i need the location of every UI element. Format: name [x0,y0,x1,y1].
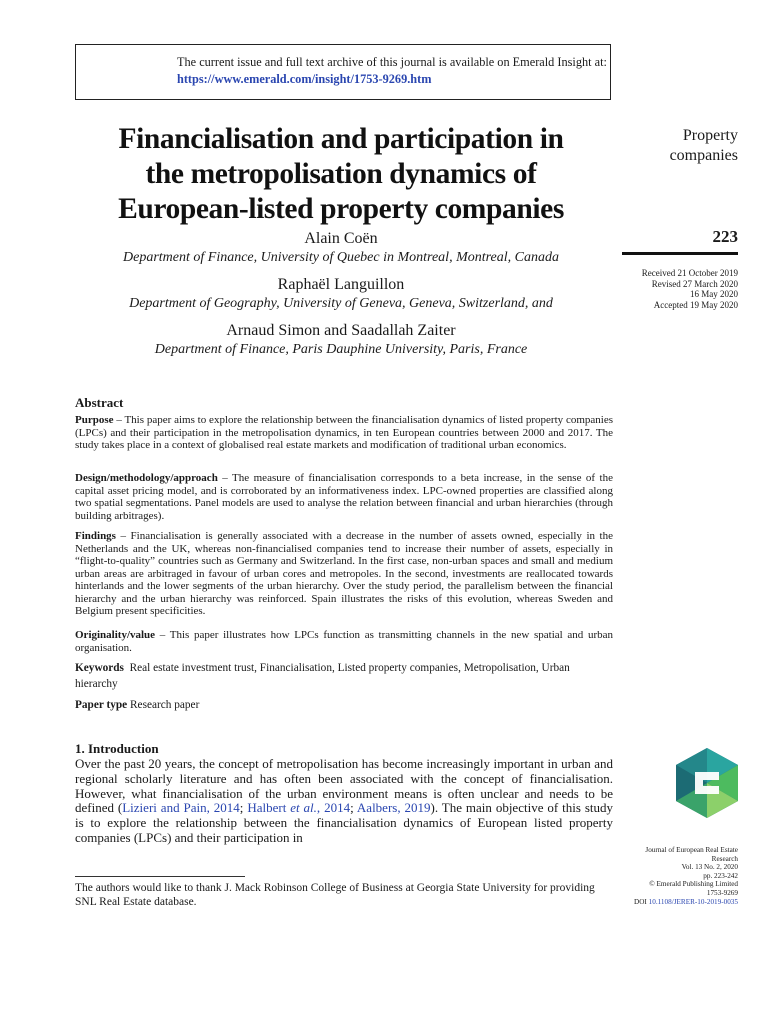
footnote-rule [75,876,245,877]
citation-halbert-author: Halbert [247,800,291,816]
intro-text-start: Over the past 20 years, the concept of metropolisation has become increasingly important in urban and regional scholarly literature and has often been associated with the concept of financialisation. However, what financialisation of the urban environment means is often unclear and needs to be defined ( [75,756,613,816]
journal-logo-icon [676,748,738,818]
author-affiliation-2: Department of Geography, University of Geneva, Geneva, Switzerland, and [129,296,553,311]
design-text: – The measure of financialisation corresponds to a beta increase, in the sense of the capital asset pricing model, and is corroborated by an informativeness index. LPC-owned properties are classified along two spatial segmentations. Panel models are used to analyse the relation between financial and urban hierarchies (through building arbitrages). [75,472,613,522]
paper-type [75,698,613,714]
title-line-1: Financialisation and participation in [118,123,564,155]
accepted-date: Accepted 19 May 2020 [653,299,738,310]
author-name-2: Raphaël Languillon [277,276,405,293]
journal-name-2: Research [711,854,738,863]
journal-url-link[interactable]: https://www.emerald.com/insight/1753-9269.htm [177,72,432,86]
introduction-text [75,757,613,846]
journal-doi [615,898,738,907]
intro-text-end: ). The main objective of this study is to explore the relationship between the financialisation dynamics of European listed property companies (LPCs) and their participation in [75,800,614,845]
findings-text: – Financialisation is generally associated with a decrease in the number of assets owned, especially in the Netherlands and the UK, whereas non-financialised companies tend to increase their number of assets, especially in “flight-to-quality” countries such as Germany and Switzerland. In the first case, non-urban spaces and small and medium urban areas are arbitraged in favour of urban cores and metropoles. In the second, investments are reallocated towards hinterlands and the lower segments of the urban hierarchy. Over the study period, the parallelism between the financial hierarchy and the urban hierarchy was reinforced. Spain illustrates the risks of this evolution, whereas Sweden and Belgium present specificities. [75,530,613,617]
originality-label: Originality/value [75,629,156,641]
author-affiliation-1: Department of Finance, University of Quebec in Montreal, Montreal, Canada [123,250,559,265]
paper-type-label: Paper type [75,699,128,711]
revised-date-2: 16 May 2020 [690,289,738,300]
journal-name-1: Journal of European Real Estate [645,846,738,854]
purpose-text: – This paper aims to explore the relationship between the financialisation dynamics of listed property companies (LPCs) and their participation in the metropolisation dynamics, in ten European countries between 2000 and 2017. The study takes place in a context of globalised real estate markets and modification of traditional urban economics. [75,414,613,451]
doi-link[interactable]: 10.1108/JERER-10-2019-0035 [648,897,738,906]
journal-issn: 1753-9269 [706,888,738,897]
abstract-findings [75,530,613,618]
citation-aalbers[interactable]: Aalbers, 2019 [356,800,431,816]
introduction-heading: 1. Introduction [75,741,159,756]
originality-text: – This paper illustrates how LPCs function as transmitting channels in the new spatial and urban organisation. [75,629,613,654]
header-box [75,44,611,100]
page-number: 223 [712,227,738,246]
received-date: Received 21 October 2019 [641,268,738,278]
margin-rule [622,252,738,255]
abstract-originality [75,629,613,654]
abstract-heading: Abstract [75,395,124,410]
citation-halbert-year: , 2014 [316,800,351,816]
journal-publisher: © Emerald Publishing Limited [649,880,738,889]
acknowledgement-footnote: The authors would like to thank J. Mack Robinson College of Business at Georgia State University for providing SNL Real Estate database. [75,882,595,908]
author-name-3: Arnaud Simon and Saadallah Zaiter [226,322,456,339]
journal-pages: pp. 223-242 [703,871,738,880]
author-affiliation-3: Department of Finance, Paris Dauphine University, Paris, France [154,342,528,357]
citation-halbert[interactable] [247,800,350,815]
findings-label: Findings [75,530,116,542]
running-head [628,126,738,166]
title-line-2: the metropolisation dynamics of [145,158,537,190]
purpose-label: Purpose [75,414,114,426]
title-line-3: European-listed property companies [118,193,564,225]
citation-halbert-etal: et al. [290,800,317,816]
citation-separator: ; [350,800,357,816]
keywords-label: Keywords [75,662,124,674]
running-head-line-2: companies [669,147,738,164]
paper-title [60,122,622,227]
archive-text: The current issue and full text archive of this journal is available on Emerald Insight at: [177,55,607,69]
citation-separator: ; [239,800,248,816]
paper-type-text: Research paper [130,699,200,711]
keywords [75,661,613,692]
author-name-1: Alain Coën [304,230,378,247]
running-head-line-1: Property [682,127,738,144]
journal-info [615,846,738,906]
keywords-text: Real estate investment trust, Financialisation, Listed property companies, Metropolisation, Urban hierarchy [75,662,570,690]
revised-date-1: Revised 27 March 2020 [651,278,738,289]
doi-label: DOI [634,897,649,906]
journal-volume: Vol. 13 No. 2, 2020 [681,863,738,872]
abstract-design [75,472,613,522]
citation-lizieri-pain[interactable]: Lizieri and Pain, 2014 [122,800,240,816]
design-label: Design/methodology/approach [75,472,218,484]
abstract-purpose [75,414,613,452]
